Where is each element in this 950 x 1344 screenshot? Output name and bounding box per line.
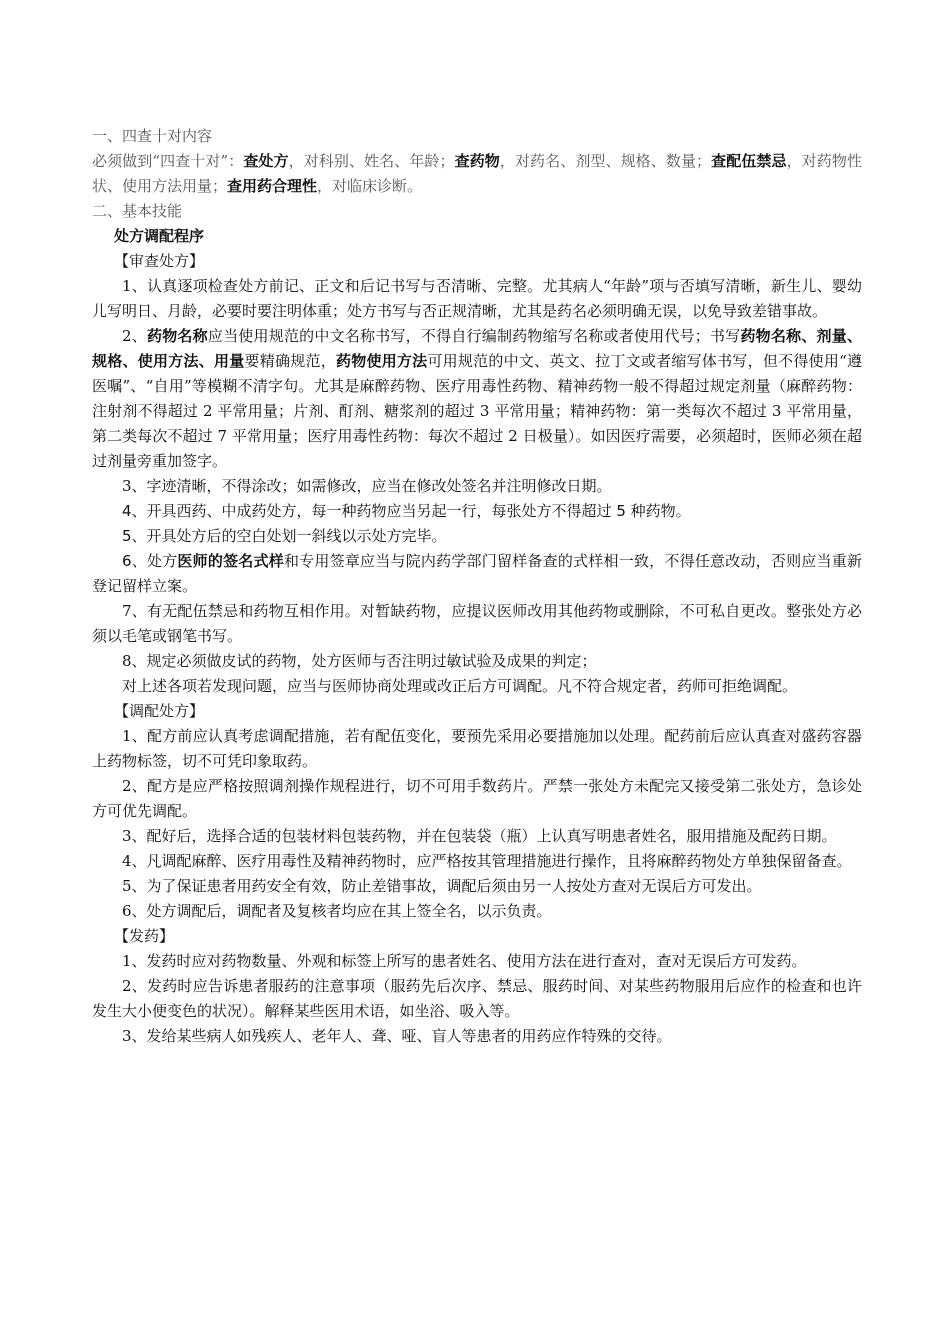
review-item <box>92 599 862 649</box>
issue-item: 2、发药时应告诉患者服药的注意事项（服药先后次序、禁忌、服药时间、对某些药物服用后应作的检查和也许发生大小便变色的状况）。解释某些医用术语，如坐浴、吸入等。 <box>92 977 862 1020</box>
bold-text: 查配伍禁忌 <box>711 152 787 170</box>
text-run: 6、处方 <box>122 552 178 570</box>
text-run: 7、有无配伍禁忌和药物互相作用。对暂缺药物，应提议医师改用其他药物或删除，不可私自更改。整张处方必须以毛笔或钢笔书写。 <box>92 602 862 645</box>
subheading-procedure: 处方调配程序 <box>114 227 205 245</box>
bold-text: 药物名称 <box>146 327 208 345</box>
text-run: 1、认真逐项检查处方前记、正文和后记书写与否清晰、完整。尤其病人“年龄”项与否填写清晰，新生儿、婴幼儿写明日、月龄，必要时要注明体重；处方书写与否正规清晰，尤其是药名必须明确无误，以免导致差错事故。 <box>92 277 862 320</box>
text-run: 4、开具西药、中成药处方，每一种药物应当另起一行，每张处方不得超过 5 种药物。 <box>122 502 691 520</box>
bold-text: 查药物 <box>454 152 500 170</box>
dispense-item: 6、处方调配后，调配者及复核者均应在其上签全名，以示负责。 <box>122 902 552 920</box>
text-run: 应当使用规范的中文名称书写，不得自行编制药物缩写名称或者使用代号；书写 <box>207 327 741 345</box>
text-run: 3、字迹清晰，不得涂改；如需修改，应当在修改处签名并注明修改日期。 <box>122 477 612 495</box>
dispense-item: 1、配方前应认真考虑调配措施，若有配伍变化，要预先采用必要措施加以处理。配药前后应认真查对盛药容器上药物标签，切不可凭印象取药。 <box>92 727 862 770</box>
review-item <box>92 499 862 524</box>
label-review: 【审查处方】 <box>114 252 205 270</box>
review-item <box>92 474 862 499</box>
text-run: 必须做到“四查十对”： <box>92 152 244 170</box>
bold-text: 查用药合理性 <box>227 177 318 195</box>
text-run: ，对药名、剂型、规格、数量； <box>499 152 712 170</box>
bold-text: 药物名称、剂量、规格、使用方法、用量 <box>92 327 862 370</box>
text-run: 2、 <box>122 327 147 345</box>
review-item <box>92 524 862 549</box>
text-run: ，对药物性状、使用方法用量； <box>92 152 862 195</box>
dispense-item: 4、凡调配麻醉、医疗用毒性及精神药物时，应严格按其管理措施进行操作，且将麻醉药物处方单独保留备查。 <box>122 852 852 870</box>
text-run: 对上述各项若发现问题，应当与医师协商处理或改正后方可调配。凡不符合规定者，药师可拒绝调配。 <box>122 677 798 695</box>
issue-item: 1、发药时应对药物数量、外观和标签上所写的患者姓名、使用方法在进行查对，查对无误后方可发药。 <box>122 952 807 970</box>
intro-paragraph <box>92 149 862 199</box>
section-heading-1: 一、四查十对内容 <box>92 127 213 145</box>
bold-text: 查处方 <box>243 152 289 170</box>
bold-text: 医师的签名式样 <box>177 552 284 570</box>
text-run: ，对临床诊断。 <box>317 177 423 195</box>
issue-list <box>92 949 862 1049</box>
text-run: ，对科别、姓名、年龄； <box>288 152 455 170</box>
dispense-list <box>92 724 862 924</box>
text-run: 和专用签章应当与院内药学部门留样备查的式样相一致，不得任意改动，否则应当重新登记留样立案。 <box>92 552 862 595</box>
text-run: 要精确规范， <box>244 352 336 370</box>
dispense-item: 2、配方是应严格按照调剂操作规程进行，切不可用手数药片。严禁一张处方未配完又接受第二张处方，急诊处方可优先调配。 <box>92 777 862 820</box>
text-run: 8、规定必须做皮试的药物，处方医师与否注明过敏试验及成果的判定； <box>122 652 597 670</box>
text-run: 可用规范的中文、英文、拉丁文或者缩写体书写，但不得使用“遵医嘱”、“自用”等模糊不清字句。尤其是麻醉药物、医疗用毒性药物、精神药物一般不得超过规定剂量（麻醉药物：注射剂不得超过 2 平常用量；片剂、酊剂、糖浆剂的超过 3 平常用量；精神药物：第一类每次不超过 3 平常用量，第二类每次不超过 7 平常用量；医疗用毒性药物：每次不超过 2 日极量）。如因医疗需要，必须超时，医师必须在超过剂量旁重加签字。 <box>92 352 862 470</box>
review-item <box>92 274 862 324</box>
review-item <box>92 649 862 674</box>
issue-item: 3、发给某些病人如残疾人、老年人、聋、哑、盲人等患者的用药应作特殊的交待。 <box>122 1027 672 1045</box>
label-issue: 【发药】 <box>114 927 175 945</box>
dispense-item: 3、配好后，选择合适的包装材料包装药物，并在包装袋（瓶）上认真写明患者姓名，服用措施及配药日期。 <box>122 827 837 845</box>
review-item <box>92 674 862 699</box>
section-heading-2: 二、基本技能 <box>92 202 183 220</box>
review-item <box>92 549 862 599</box>
dispense-item: 5、为了保证患者用药安全有效，防止差错事故，调配后须由另一人按处方查对无误后方可发出。 <box>122 877 762 895</box>
review-list <box>92 274 862 699</box>
review-item <box>92 324 862 474</box>
label-dispense: 【调配处方】 <box>114 702 205 720</box>
text-run: 5、开具处方后的空白处划一斜线以示处方完毕。 <box>122 527 447 545</box>
bold-text: 药物使用方法 <box>335 352 428 370</box>
document-body <box>92 124 862 1049</box>
